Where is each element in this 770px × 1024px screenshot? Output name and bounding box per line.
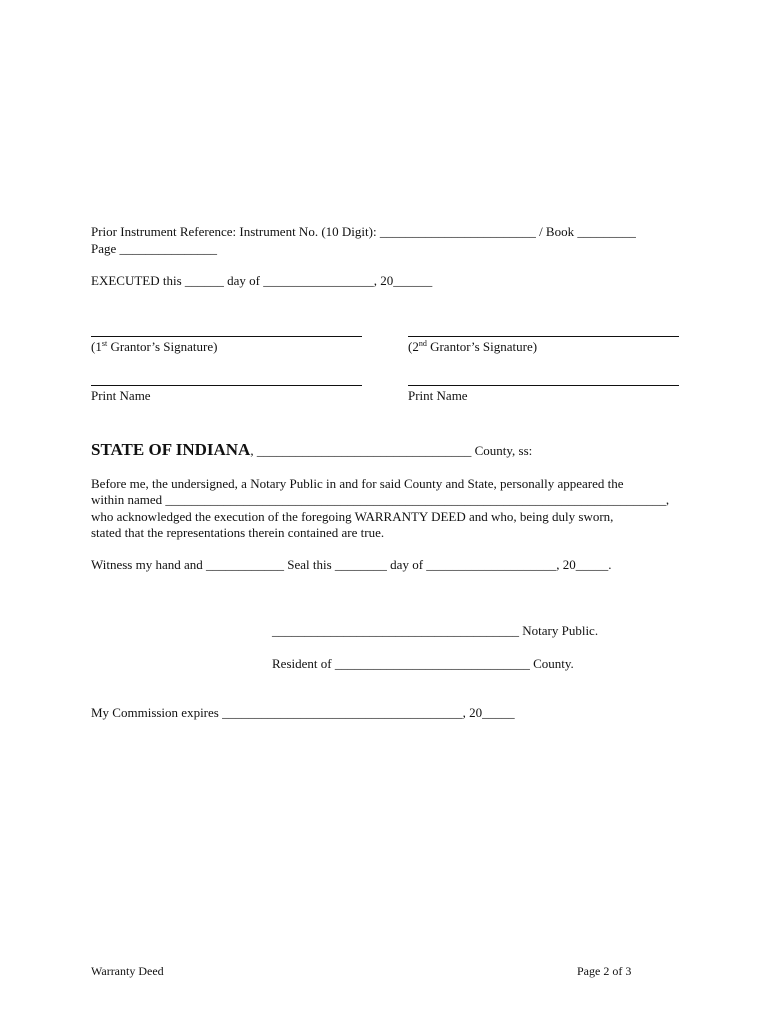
grantor2-signature-line — [408, 336, 679, 337]
witness-line: Witness my hand and ____________ Seal this ________ day of ____________________, 20_____. — [91, 557, 612, 572]
grantor1-print-name-line — [91, 385, 362, 386]
grantor1-signature-line — [91, 336, 362, 337]
notary-paragraph-line-3: who acknowledged the execution of the foregoing WARRANTY DEED and who, being duly sworn, — [91, 509, 614, 524]
grantor1-print-name-label: Print Name — [91, 388, 151, 403]
prior-instrument-reference-line: Prior Instrument Reference: Instrument No. (10 Digit): ________________________ / Book _________ — [91, 224, 636, 239]
state-county-line: STATE OF INDIANA, _________________________________ County, ss: — [91, 440, 533, 459]
state-heading: STATE OF INDIANA — [91, 440, 251, 459]
footer-page-number: Page 2 of 3 — [577, 964, 632, 978]
executed-line: EXECUTED this ______ day of _________________, 20______ — [91, 273, 433, 288]
grantor2-print-name-line — [408, 385, 679, 386]
prior-instrument-page-line: Page _______________ — [91, 241, 218, 256]
notary-paragraph-line-1: Before me, the undersigned, a Notary Public in and for said County and State, personally appeared the — [91, 476, 624, 491]
notary-paragraph-line-2: within named _____________________________________________________________________________, — [91, 492, 670, 507]
notary-paragraph-line-4: stated that the representations therein contained are true. — [91, 525, 385, 540]
notary-public-line: ______________________________________ Notary Public. — [272, 623, 599, 638]
grantor2-print-name-label: Print Name — [408, 388, 468, 403]
footer-document-title: Warranty Deed — [91, 964, 164, 978]
commission-expires-line: My Commission expires _____________________________________, 20_____ — [91, 705, 515, 720]
resident-county-line: Resident of ______________________________ County. — [272, 656, 574, 671]
grantor2-signature-label: (2nd Grantor’s Signature) — [408, 339, 538, 354]
grantor1-signature-label: (1st Grantor’s Signature) — [91, 339, 218, 354]
